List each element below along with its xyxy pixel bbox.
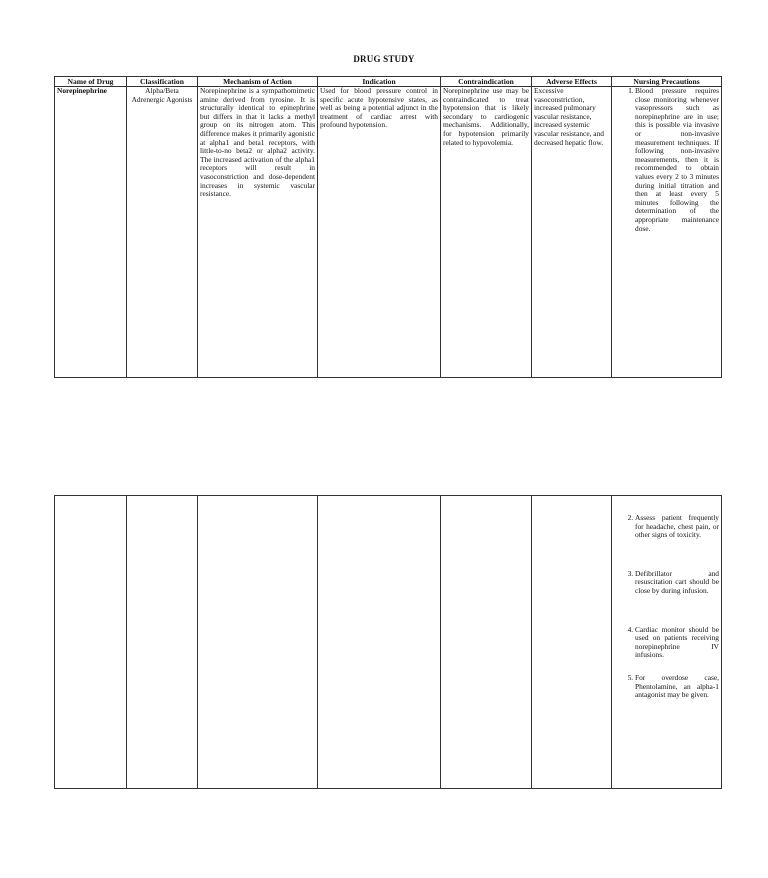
cell-indication: Used for blood pressure control in specific acute hypotensive states, as well as being a potential adjunct in the treatment of cardiac arrest with profound hypotension. xyxy=(318,87,441,378)
table-row xyxy=(55,496,722,789)
cell-nursing-precautions xyxy=(612,87,722,378)
cell-empty xyxy=(198,496,318,789)
header-adverse-effects: Adverse Effects xyxy=(532,77,612,87)
cell-empty xyxy=(55,496,127,789)
header-contraindication: Contraindication xyxy=(441,77,532,87)
cell-empty xyxy=(127,496,198,789)
cell-empty xyxy=(318,496,441,789)
cell-drug-name: Norepinephrine xyxy=(55,87,127,378)
document-title: DRUG STUDY xyxy=(353,54,415,64)
precaution-item: 4. Cardiac monitor should be used on patients receiving norepinephrine IV infusions. xyxy=(635,626,719,660)
cell-adverse-effects: Excessive vasoconstriction, increased pulmonary vascular resistance, increased systemic vascular resistance, and decreased hepatic flow. xyxy=(532,87,612,378)
cell-empty xyxy=(532,496,612,789)
table-row xyxy=(55,87,722,378)
header-row xyxy=(55,77,722,87)
drug-study-table-continued xyxy=(54,495,722,789)
drug-study-table xyxy=(54,76,722,378)
cell-mechanism: Norepinephrine is a sympathomimetic amine derived from tyrosine. It is structurally identical to epinephrine but differs in that it lacks a methyl group on its nitrogen atom. This difference makes it primarily agonistic at alpha1 and beta1 receptors, with little-to-no beta2 or alpha2 activity. The increased activation of the alpha1 receptors will result in vasoconstriction and dose-dependent increases in systemic vascular resistance. xyxy=(198,87,318,378)
precaution-item: 3. Defibrillator and resuscitation cart should be close by during infusion. xyxy=(635,570,719,596)
precaution-item: 5. For overdose case, Phentolamine, an alpha-1 antagonist may be given. xyxy=(635,674,719,700)
cell-nursing-precautions xyxy=(612,496,722,789)
cell-contraindication: Norepinephrine use may be contraindicated to treat hypotension that is likely secondary to cardiogenic mechanisms. Additionally, for hypotension primarily related to hypovolemia. xyxy=(441,87,532,378)
cell-empty xyxy=(441,496,532,789)
header-nursing-precautions: Nursing Precautions xyxy=(612,77,722,87)
header-mechanism: Mechanism of Action xyxy=(198,77,318,87)
precaution-item: 2. Assess patient frequently for headache, chest pain, or other signs of toxicity. xyxy=(635,514,719,540)
precautions-list xyxy=(614,496,719,700)
header-indication: Indication xyxy=(318,77,441,87)
precaution-item: I. Blood pressure requires close monitoring whenever vasopressors such as norepinephrine are in use; this is possible via invasive or non-invasive measurement techniques. If following non-invasive measurements, then it is recommended to obtain values every 2 to 3 minutes during initial titration and then at least every 5 minutes following the determination of the appropriate maintenance dose. xyxy=(635,87,719,233)
header-name-of-drug: Name of Drug xyxy=(55,77,127,87)
cell-classification: Alpha/Beta Adrenergic Agonists xyxy=(127,87,198,378)
header-classification: Classification xyxy=(127,77,198,87)
precautions-list xyxy=(614,87,719,233)
